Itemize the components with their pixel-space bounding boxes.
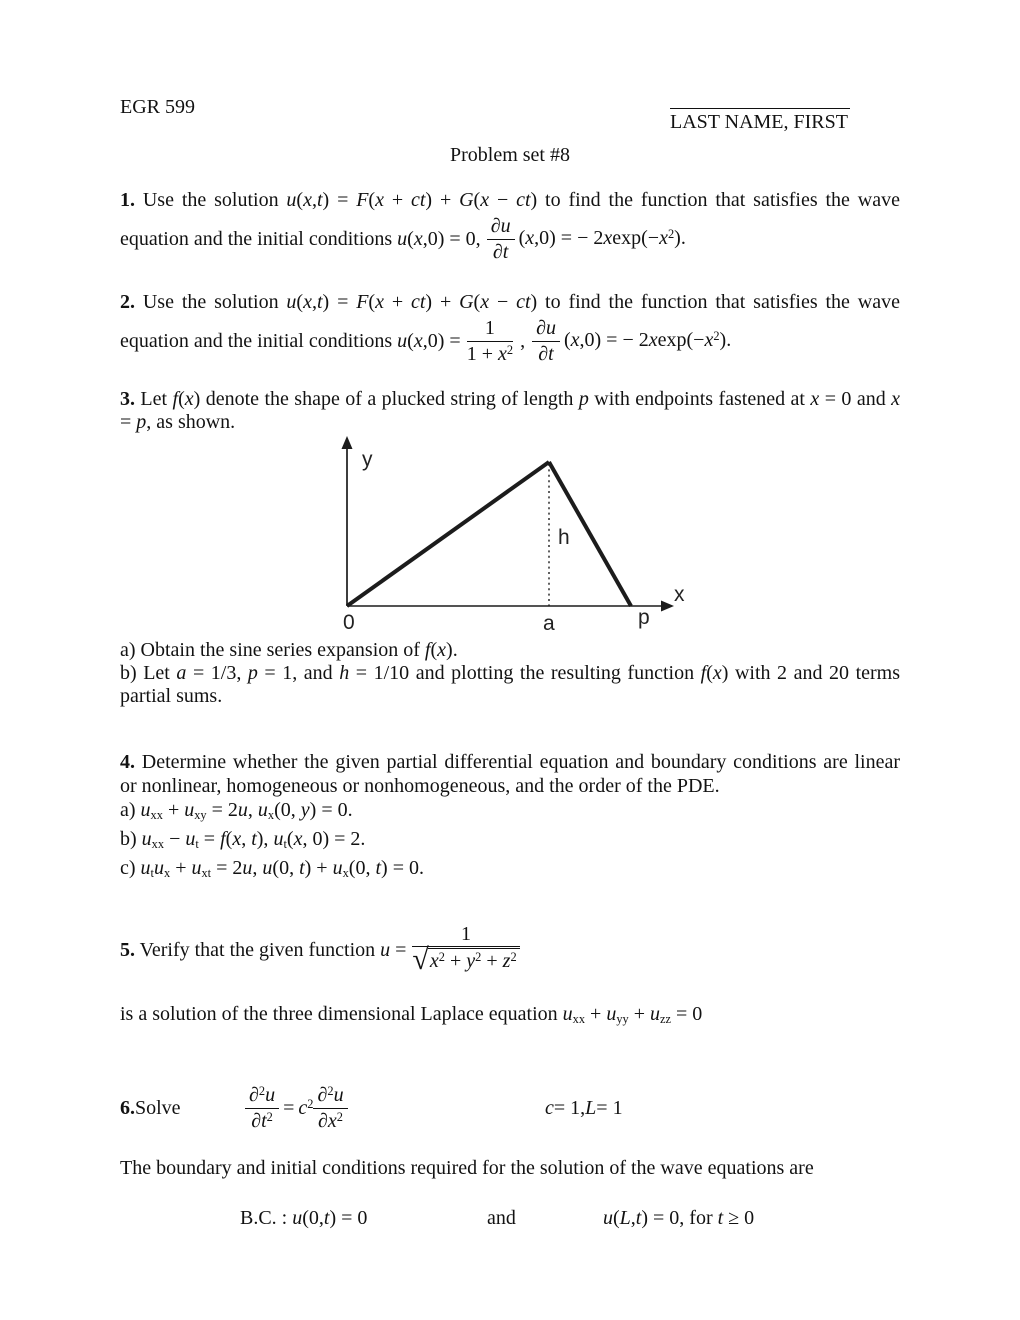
fraction-denominator: $\partial t^2$ (251, 1109, 273, 1132)
partial-derivative-fraction (532, 317, 560, 365)
fraction-denominator: ∂t (538, 342, 554, 365)
problem-5-line-2: is a solution of the three dimensional Laplace equation uxx + uyy + uzz = 0 (120, 1003, 703, 1027)
problem-1-conditions-text: equation and the initial conditions u(x,0) = 0, (120, 227, 481, 250)
figure-label-y: y (362, 448, 373, 471)
comma-separator: , (520, 329, 526, 352)
figure-label-a: a (543, 612, 555, 633)
fraction-numerator: ∂$^2$u (313, 1084, 347, 1108)
figure-label-x: x (674, 583, 685, 606)
problem-1-line-2 (120, 214, 900, 264)
fraction-numerator: ∂u (487, 215, 515, 239)
fraction-denominator (412, 942, 519, 978)
problem-3 (120, 388, 900, 708)
plucked-string-figure (330, 435, 710, 633)
problem-6-parameters: c = 1, L = 1 (545, 1096, 623, 1119)
figure-container (330, 435, 900, 639)
problem-4-line-1: 4. Determine whether the given partial differential equation and boundary conditions are linear (120, 751, 900, 773)
problem-3-item-a: a) Obtain the sine series expansion of f(x). (120, 639, 458, 661)
problem-3-line-2: = p, as shown. (120, 411, 236, 433)
problem-2-line-1: 2. Use the solution u(x,t) = F(x + ct) + G(x − ct) to find the function that satisfies the wave (120, 291, 900, 313)
problem-5-text: 5. Verify that the given function u = (120, 938, 407, 961)
figure-label-p: p (638, 606, 650, 629)
square-root (412, 942, 519, 978)
problem-6-equation-row (120, 1077, 900, 1139)
figure-label-origin: 0 (343, 611, 355, 633)
problem-4-item-a: a) uxx + uxy = 2u, ux(0, y) = 0. (120, 799, 353, 823)
radicand: $x^2 + y^2 + z^2$ (428, 948, 520, 972)
string-left-segment (347, 462, 549, 606)
reciprocal-sqrt-fraction (412, 923, 519, 978)
page-title: Problem set #8 (450, 144, 570, 166)
problem-5 (120, 919, 900, 1031)
fraction-numerator: 1 (412, 923, 519, 947)
problem-6-label: 6. Solve (120, 1096, 181, 1119)
figure-label-h: h (558, 526, 570, 549)
fraction-denominator: $\partial x^2$ (318, 1109, 343, 1132)
space-derivative-fraction (313, 1084, 347, 1132)
problem-2 (120, 291, 900, 366)
course-code-text: EGR 599 (120, 96, 195, 118)
boundary-conditions-row (120, 1207, 900, 1231)
boundary-condition-left: B.C. : u(0,t) = 0 (240, 1207, 368, 1230)
initial-condition-fraction (467, 317, 513, 365)
problem-4-item-c: c) utux + uxt = 2u, u(0, t) + ux(0, t) = 0. (120, 857, 424, 881)
problem-1-condition-value: (x,0) = − $2xexp(-x^2)$. (518, 227, 686, 250)
name-block (670, 108, 856, 134)
name-placeholder: LAST NAME, FIRST (670, 111, 848, 133)
problem-2-line-2 (120, 316, 900, 366)
problem-3-item-b-line-1: b) Let a = 1/3, p = 1, and h = 1/10 and plotting the resulting function f(x) with 2 and 20 terms (120, 662, 901, 684)
fraction-numerator: ∂$^2$u (245, 1084, 279, 1108)
problem-2-conditions-text: equation and the initial conditions u(x,0) = (120, 329, 461, 352)
y-axis-arrow-icon (342, 436, 353, 449)
problem-4-line-2: or nonlinear, homogeneous or nonhomogeneous, and the order of the PDE. (120, 775, 720, 797)
boundary-conditions-intro: The boundary and initial conditions required for the solution of the wave equations are (120, 1157, 814, 1180)
wave-equation (245, 1077, 348, 1139)
fraction-denominator: ∂t (492, 240, 509, 263)
problem-1-line-1: 1. Use the solution u(x,t) = F(x + ct) + G(x − ct) to find the function that satisfies the wave (120, 189, 900, 211)
problem-5-line-1 (120, 919, 900, 981)
fraction-denominator: $1 + x^2$ (466, 342, 514, 365)
wave-speed-coefficient: $c^2$ (298, 1096, 314, 1119)
boundary-condition-right: u(L,t) = 0, for t ≥ 0 (603, 1207, 755, 1230)
x-axis-arrow-icon (661, 601, 674, 612)
problem-6 (120, 1077, 900, 1231)
partial-derivative-fraction (487, 215, 515, 263)
boundary-condition-conjunction: and (487, 1207, 516, 1230)
fraction-numerator: 1 (467, 317, 513, 341)
time-derivative-fraction (245, 1084, 279, 1132)
problem-1 (120, 189, 900, 264)
problem-4 (120, 750, 900, 885)
page-header (120, 96, 900, 134)
problem-4-item-b: b) uxx − ut = f(x, t), ut(x, 0) = 2. (120, 828, 366, 852)
problem-3-item-b-line-2: partial sums. (120, 685, 223, 707)
name-underline (670, 108, 850, 109)
radical-sign-icon: √ (412, 942, 429, 976)
fraction-numerator: ∂u (532, 317, 560, 341)
problem-2-condition-value: (x,0) = − $2xexp(-x^2)$. (563, 329, 732, 352)
problem-3-line-1: 3. Let f(x) denote the shape of a plucked string of length p with endpoints fastened at x = 0 and x (120, 388, 901, 410)
equals-sign: = (283, 1096, 295, 1119)
course-code (120, 96, 195, 119)
